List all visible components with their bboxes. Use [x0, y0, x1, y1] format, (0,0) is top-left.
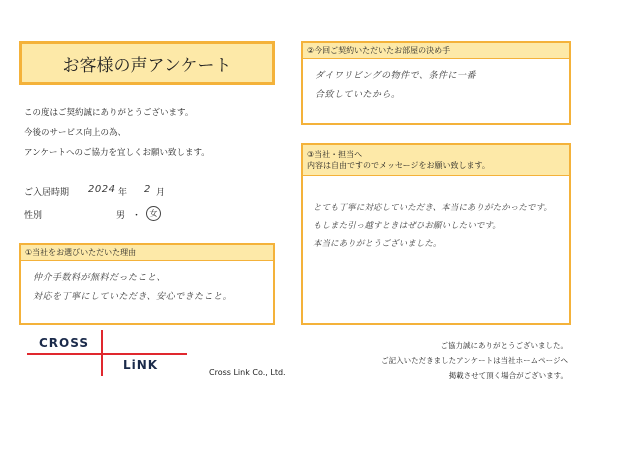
q1-answer-line-1: 仲介手数料が無料だったこと、 [33, 273, 167, 283]
company-name: Cross Link Co., Ltd. [209, 368, 286, 377]
q3-heading-line-2: 内容は自由ですのでメッセージをお願い致します。 [307, 161, 490, 170]
contract-year-unit: 年 [118, 188, 128, 198]
contract-year: 2024 [88, 184, 116, 195]
contract-month-unit: 月 [156, 188, 166, 198]
page-title [19, 41, 275, 85]
q2-section [301, 41, 571, 125]
intro-line-2: 今後のサービス向上の為、 [24, 128, 127, 138]
q3-answer-line-1: とても丁寧に対応していただき、本当にありがたかったです。 [313, 202, 553, 212]
gender-female-circled: 女 [146, 206, 161, 221]
q1-answer-line-2: 対応を丁寧にしていただき、安心できたこと。 [33, 292, 233, 302]
q2-answer-line-2: 合致していたから。 [315, 90, 401, 100]
contract-label: ご入居時期 [24, 188, 70, 198]
q3-heading [303, 145, 569, 176]
footer-line-3: 掲載させて頂く場合がございます。 [448, 371, 568, 380]
contract-month: 2 [144, 184, 151, 195]
gender-separator: ・ [132, 211, 142, 221]
q3-answer-line-2: もしまた引っ越すときはぜひお願いしたいです。 [313, 220, 501, 230]
gender-label: 性別 [24, 211, 43, 221]
intro-line-3: アンケートへのご協力を宜しくお願い致します。 [24, 148, 210, 158]
logo-word-link: LiNK [123, 358, 159, 372]
footer-line-1: ご協力誠にありがとうございました。 [440, 341, 568, 350]
footer-line-2: ご記入いただきましたアンケートは当社ホームページへ [381, 356, 568, 365]
q3-section [301, 143, 571, 325]
q3-heading-line-1: ③当社・担当へ [307, 150, 363, 159]
gender-female-option [146, 206, 161, 221]
page-title-text: お客様の声アンケート [62, 55, 232, 76]
q1-section [19, 243, 275, 325]
gender-male: 男 [116, 211, 126, 221]
logo-word-cross: CROSS [39, 336, 89, 350]
q2-heading: ②今回ご契約いただいたお部屋の決め手 [303, 43, 569, 59]
intro-line-1: この度はご契約誠にありがとうございます。 [24, 108, 194, 118]
logo-horizontal-line [27, 353, 187, 355]
q2-answer-line-1: ダイワリビングの物件で、条件に一番 [315, 71, 476, 81]
q1-heading: ①当社をお選びいただいた理由 [21, 245, 273, 261]
company-logo [27, 330, 187, 376]
q3-answer-line-3: 本当にありがとうございました。 [313, 238, 442, 248]
